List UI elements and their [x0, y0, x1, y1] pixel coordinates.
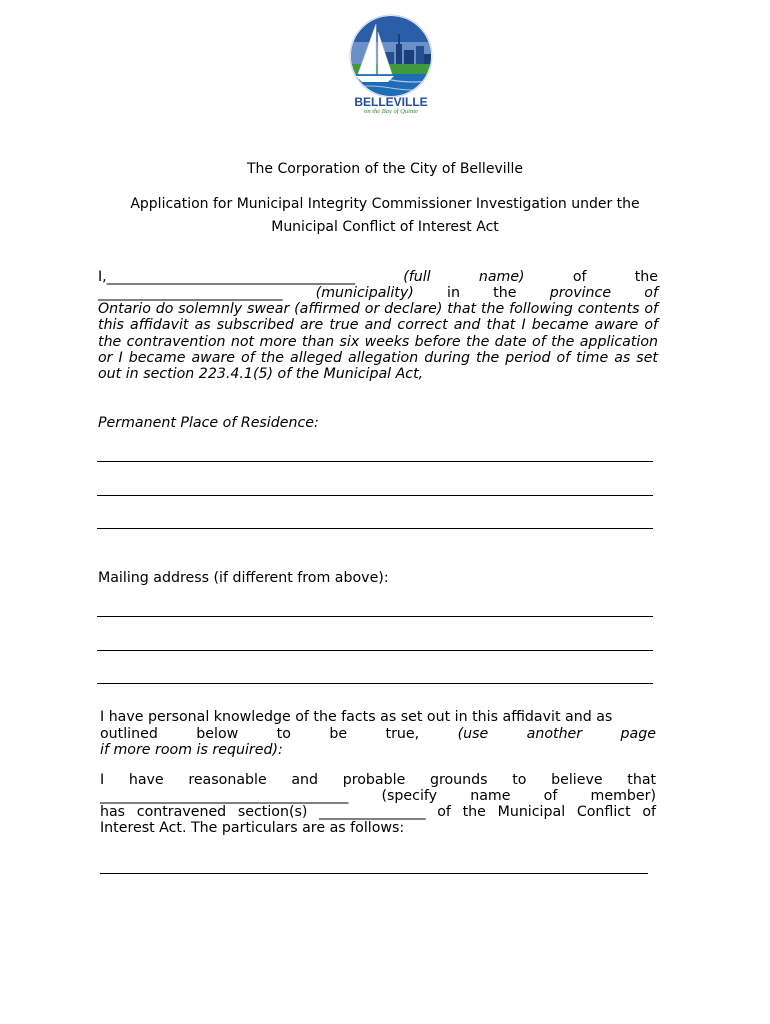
residence-line-3[interactable] [97, 528, 653, 529]
word-to-2: to [512, 772, 527, 788]
word-believe: believe [551, 772, 603, 788]
mailing-label: Mailing address (if different from above): [98, 570, 389, 586]
province-note: province of [549, 285, 658, 301]
org-name: The Corporation of the City of Belleville [246, 161, 524, 177]
word-to: to [276, 726, 291, 742]
residence-label: Permanent Place of Residence: [98, 415, 319, 431]
residence-line-2[interactable] [97, 495, 653, 496]
affidavit-line1 [98, 269, 658, 285]
word-below: below [196, 726, 239, 742]
mailing-line-1[interactable] [97, 616, 653, 617]
affidavit-line2 [98, 285, 658, 301]
word-outlined: outlined [100, 726, 158, 742]
word-i: I [100, 772, 105, 788]
word-another: another [526, 726, 583, 742]
word-reasonable: reasonable [188, 772, 267, 788]
knowledge-line2 [100, 726, 656, 742]
text-conflict-of: of the Municipal Conflict of [437, 804, 657, 820]
word-and: and [291, 772, 319, 788]
form-title-line2: Municipal Conflict of Interest Act [271, 219, 499, 235]
text-in-the: in the [447, 285, 517, 301]
logo-subtitle: on the Bay of Quinte [364, 108, 418, 114]
grounds-line3 [100, 804, 656, 820]
grounds-line4: Interest Act. The particulars are as follows: [100, 820, 405, 836]
form-title-line1: Application for Municipal Integrity Commissioner Investigation under the [130, 196, 640, 212]
member-blank[interactable]: ___________________________________ [100, 788, 349, 804]
residence-line-1[interactable] [97, 461, 653, 462]
belleville-logo [346, 14, 436, 114]
word-grounds: grounds [429, 772, 488, 788]
municipality-blank[interactable]: __________________________ [98, 285, 283, 301]
word-true: true, [385, 726, 420, 742]
grounds-line1 [100, 772, 656, 788]
member-note: (specify name of member) [381, 788, 656, 804]
word-page: page [620, 726, 656, 742]
word-have: have [128, 772, 164, 788]
particulars-line[interactable] [100, 873, 648, 874]
logo-title: BELLEVILLE [354, 95, 428, 109]
word-that: that [627, 772, 657, 788]
grounds-line2 [100, 788, 656, 804]
word-be: be [329, 726, 348, 742]
text-contravened: has contravened section(s) [100, 804, 308, 820]
mailing-line-3[interactable] [97, 683, 653, 684]
full-name-note: (full name) [403, 269, 525, 285]
name-blank[interactable]: I,___________________________________ [98, 269, 355, 285]
word-probable: probable [342, 772, 406, 788]
text-of-the: of the [572, 269, 659, 285]
affidavit-body: Ontario do solemnly swear (affirmed or declare) that the following contents of this affidavit as subscribed are true and correct and that I became aware of the contravention not more than six weeks before the date of the application or I became aware of the alleged allegation during the period of time as set out in section 223.4.1(5) of the Municipal Act, [98, 301, 658, 383]
knowledge-line1: I have personal knowledge of the facts as set out in this affidavit and as [100, 709, 613, 725]
knowledge-line3: if more room is required): [100, 742, 283, 758]
municipality-note: (municipality) [315, 285, 414, 301]
word-use: (use [457, 726, 489, 742]
section-blank[interactable]: _______________ [319, 804, 426, 820]
mailing-line-2[interactable] [97, 650, 653, 651]
